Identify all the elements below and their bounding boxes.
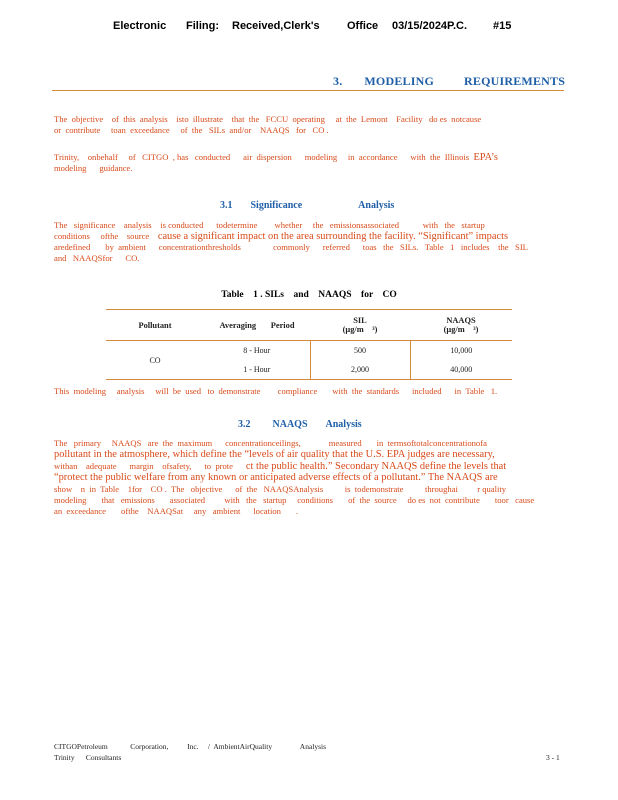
text-line: pollutant in the atmosphere, which define the “levels of air quality that the U.S. EPA judges are necessary, <box>54 449 495 460</box>
text-fragment: conditions ofthe source <box>54 231 158 241</box>
footer-left-line-2: Trinity Consultants <box>54 753 122 762</box>
text-line: modeling guidance. <box>54 163 133 173</box>
text-line: modeling that emissions associated with the startup conditions of the source do es not contribute toor cause <box>54 495 535 505</box>
text-fragment: EPA’s <box>473 152 498 163</box>
header-naaqs-label: NAAQS <box>446 316 476 325</box>
table-row <box>106 341 512 361</box>
cell-period: 1 - Hour <box>204 360 310 380</box>
text-line: “protect the public welfare from any known or anticipated adverse effects of a pollutant.” The NAAQS are <box>54 472 498 483</box>
text-line: and NAAQSfor CO. <box>54 253 140 263</box>
footer-left-line-1: CITGOPetroleum Corporation, Inc. / AmbientAirQuality Analysis <box>54 742 327 751</box>
cell-naaqs: 40,000 <box>410 360 512 380</box>
subsection-word-1: NAAQS <box>272 419 308 430</box>
text-line: The primary NAAQS are the maximum concentrationceilings, measured in termsoftotalconcentrationofa <box>54 438 487 448</box>
text-line: an exceedance ofthe NAAQSat any ambient location . <box>54 506 299 516</box>
text-line: The significance analysis is conducted todetermine whether the emissionsassociated with the startup <box>54 220 485 230</box>
subsection-3-1-heading <box>220 200 394 211</box>
section-word-2: REQUIREMENTS <box>464 74 566 88</box>
text-fragment: ct the public health.” Secondary NAAQS define the levels that <box>245 461 507 472</box>
subsection-3-2-heading <box>238 419 362 430</box>
text-line: Trinity, onbehalf of CITGO , has conducted air dispersion modeling in accordance with the Illinois <box>54 152 470 162</box>
text-line: or contribute toan exceedance of the SILs and/or NAAQS for CO . <box>54 125 329 135</box>
text-line: The objective of this analysis isto illustrate that the FCCU operating at the Lemont Facility do es notcause <box>54 114 482 124</box>
page-number: 3 - 1 <box>546 753 560 762</box>
subsection-word-2: Analysis <box>358 200 395 211</box>
section-word-1: MODELING <box>364 74 435 88</box>
section-title <box>333 74 565 89</box>
table-caption: Table 1 . SILs and NAAQS for CO <box>221 290 397 300</box>
significance-paragraph <box>54 220 564 264</box>
filing-office: Office <box>347 20 379 32</box>
subsection-number: 3.2 <box>238 419 251 430</box>
sil-naaqs-table <box>106 309 512 380</box>
cell-naaqs: 10,000 <box>410 341 512 361</box>
header-naaqs-unit: (µg/m ³) <box>443 325 479 334</box>
after-table-sentence: This modeling analysis will be used to demonstrate compliance with the standards included in Table 1. <box>54 386 498 396</box>
text-line: show n in Table 1for CO . The objective of the NAAQSAnalysis is todemonstrate throughai r quality <box>54 484 507 494</box>
section-number: 3. <box>333 74 343 88</box>
header-sil-label: SIL <box>353 316 367 325</box>
header-sil-unit: (µg/m ³) <box>342 325 378 334</box>
filing-filing: Filing: <box>186 20 219 32</box>
table-header-row <box>106 310 512 341</box>
text-line: aredefined by ambient concentrationthresholds commonly referred toas the SILs. Table 1 includes the SIL <box>54 242 528 252</box>
filing-electronic: Electronic <box>113 20 167 32</box>
header-naaqs <box>410 310 512 341</box>
intro-paragraph-1 <box>54 114 564 136</box>
text-fragment: withan adequate margin ofsafety, to prote <box>54 461 246 471</box>
cell-pollutant: CO <box>106 341 204 380</box>
cell-period: 8 - Hour <box>243 346 271 355</box>
intro-paragraph-2 <box>54 152 564 174</box>
filing-number: #15 <box>493 20 512 32</box>
filing-date: 03/15/2024P.C. <box>392 20 468 32</box>
header-averaging-period: Averaging Period <box>204 310 310 341</box>
cell-sil: 500 <box>310 341 410 361</box>
filing-received: Received,Clerk's <box>232 20 320 32</box>
header-sil <box>310 310 410 341</box>
section-rule <box>52 90 564 91</box>
subsection-number: 3.1 <box>220 200 233 211</box>
text-fragment: cause a significant impact on the area surrounding the facility. “Significant” impacts <box>157 231 509 242</box>
cell-sil: 2,000 <box>310 360 410 380</box>
header-pollutant: Pollutant <box>106 310 204 341</box>
naaqs-paragraph <box>54 438 564 517</box>
subsection-word-2: Analysis <box>325 419 362 430</box>
subsection-word-1: Significance <box>250 200 303 211</box>
